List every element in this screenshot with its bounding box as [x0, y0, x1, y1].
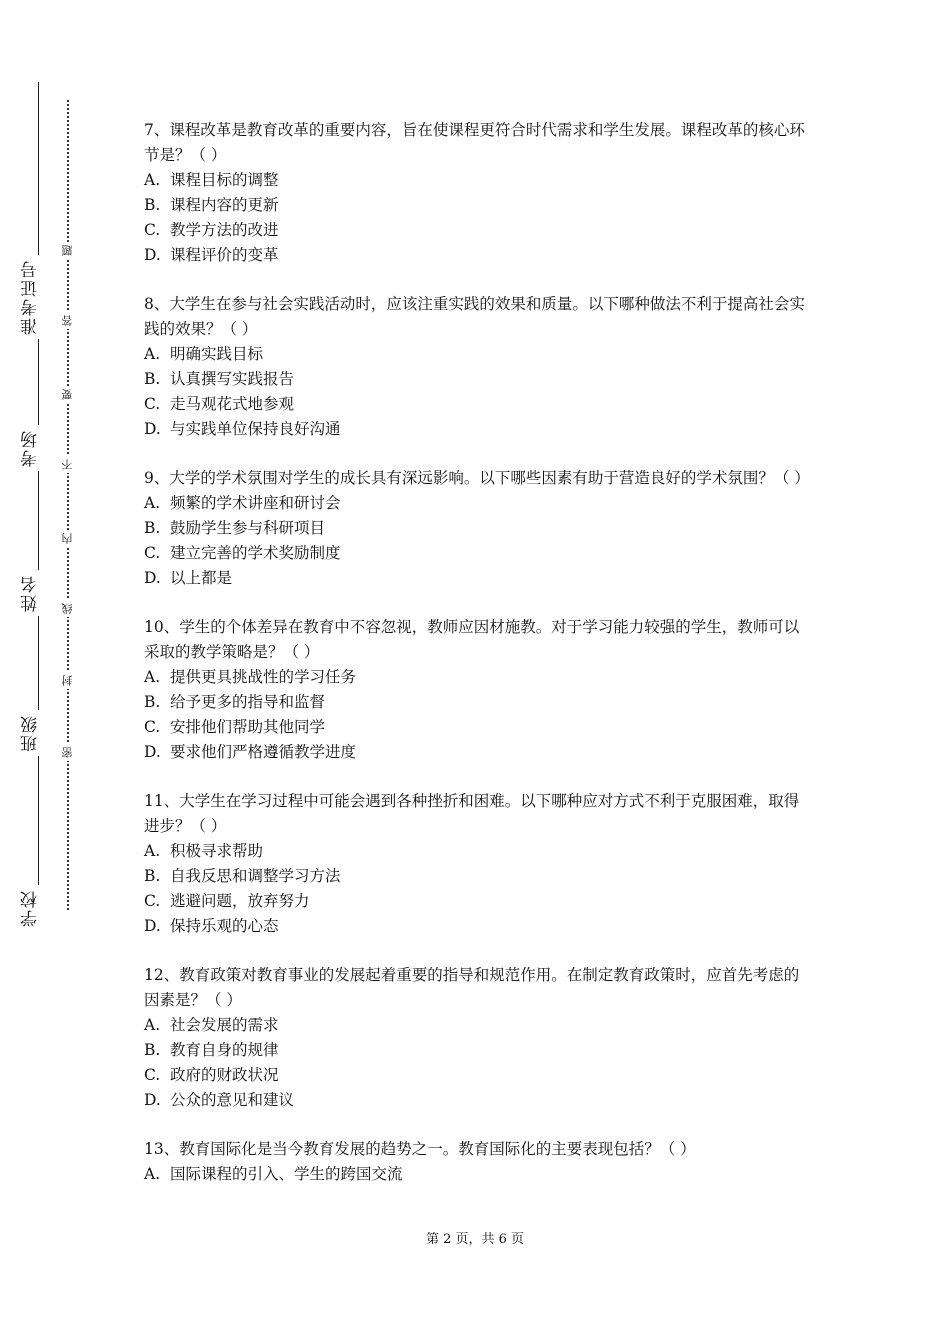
question-11: [144, 789, 814, 939]
seal-char: 题: [60, 242, 76, 259]
exam-room-label: 考场: [18, 425, 58, 471]
seal-line: [60, 100, 76, 910]
option-b: B. 教育自身的规律: [144, 1041, 279, 1059]
page-footer: 第 2 页，共 6 页: [425, 1232, 525, 1247]
question-list: [144, 118, 814, 1211]
seal-char: 不: [60, 456, 76, 473]
option-a: A. 课程目标的调整: [144, 171, 279, 189]
exam-id-label: 准考证号: [18, 255, 58, 339]
name-label: 姓名: [18, 570, 58, 616]
question-stem: 7、课程改革是教育改革的重要内容，旨在使课程更符合时代需求和学生发展。课程改革的核心环节是？（ ）: [144, 121, 805, 164]
question-stem: 10、学生的个体差异在教育中不容忽视，教师应因材施教。对于学习能力较强的学生，教师可以采取的教学策略是？（ ）: [144, 618, 800, 661]
option-d: D. 以上都是: [144, 569, 233, 587]
question-7: [144, 118, 814, 268]
school-label: 学校: [18, 885, 58, 931]
question-stem: 9、大学的学术氛围对学生的成长具有深远影响。以下哪些因素有助于营造良好的学术氛围？（ ）: [144, 469, 810, 487]
option-c: C. 走马观花式地参观: [144, 395, 295, 413]
seal-char: 封: [60, 672, 76, 689]
option-a: A. 积极寻求帮助: [144, 842, 264, 860]
option-d: D. 课程评价的变革: [144, 246, 279, 264]
question-stem: 8、大学生在参与社会实践活动时，应该注重实践的效果和质量。以下哪种做法不利于提高社会实践的效果？（ ）: [144, 295, 805, 338]
seal-char: 要: [60, 386, 76, 403]
question-12: [144, 963, 814, 1113]
option-d: D. 公众的意见和建议: [144, 1091, 295, 1109]
seal-char: 答: [60, 312, 76, 329]
seal-dotted-line: [67, 100, 69, 910]
question-9: [144, 466, 814, 591]
question-stem: 11、大学生在学习过程中可能会遇到各种挫折和困难。以下哪种应对方式不利于克服困难，取得进步？（ ）: [144, 792, 800, 835]
option-d: D. 要求他们严格遵循教学进度: [144, 743, 357, 761]
option-b: B. 给予更多的指导和监督: [144, 693, 326, 711]
binding-line: [38, 82, 39, 922]
option-d: D. 保持乐观的心态: [144, 917, 279, 935]
question-stem: 12、教育政策对教育事业的发展起着重要的指导和规范作用。在制定教育政策时，应首先考虑的因素是？（ ）: [144, 966, 800, 1009]
option-b: B. 自我反思和调整学习方法: [144, 867, 341, 885]
binding-margin: [0, 0, 60, 1344]
option-a: A. 频繁的学术讲座和研讨会: [144, 494, 341, 512]
class-label: 班级: [18, 710, 58, 756]
option-b: B. 课程内容的更新: [144, 196, 279, 214]
option-a: A. 提供更具挑战性的学习任务: [144, 668, 357, 686]
option-a: A. 社会发展的需求: [144, 1016, 279, 1034]
option-c: C. 教学方法的改进: [144, 221, 279, 239]
seal-char: 内: [60, 530, 76, 547]
option-b: B. 鼓励学生参与科研项目: [144, 519, 326, 537]
option-a: A. 明确实践目标: [144, 345, 264, 363]
question-8: [144, 292, 814, 442]
option-c: C. 安排他们帮助其他同学: [144, 718, 326, 736]
seal-char: 密: [60, 744, 76, 761]
option-c: C. 建立完善的学术奖励制度: [144, 544, 341, 562]
option-d: D. 与实践单位保持良好沟通: [144, 420, 341, 438]
option-b: B. 认真撰写实践报告: [144, 370, 295, 388]
option-c: C. 逃避问题，放弃努力: [144, 892, 310, 910]
option-c: C. 政府的财政状况: [144, 1066, 279, 1084]
question-13: [144, 1137, 814, 1187]
seal-char: 线: [60, 600, 76, 617]
question-stem: 13、教育国际化是当今教育发展的趋势之一。教育国际化的主要表现包括？（ ）: [144, 1140, 696, 1158]
option-a: A. 国际课程的引入、学生的跨国交流: [144, 1165, 403, 1183]
question-10: [144, 615, 814, 765]
